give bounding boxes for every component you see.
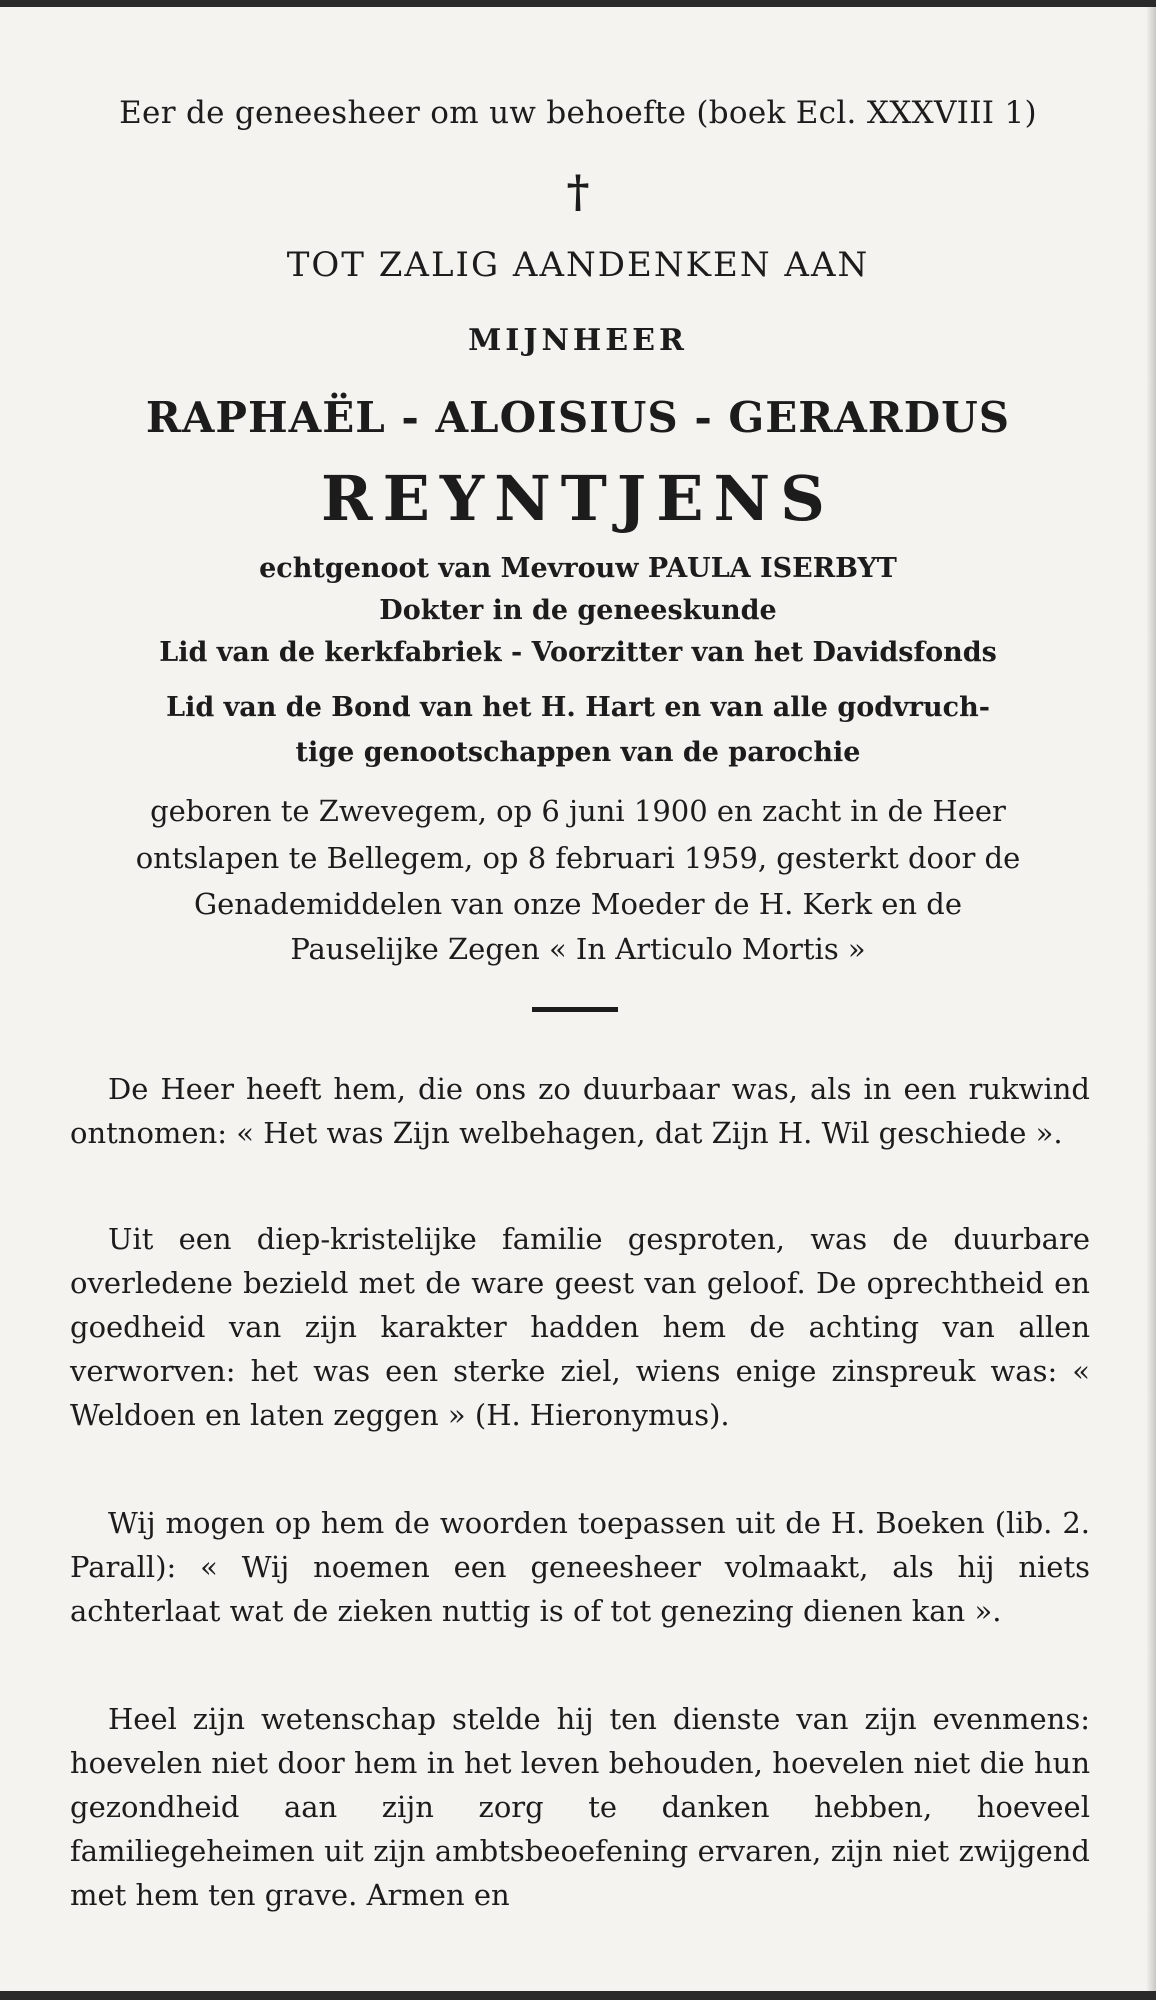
bible-verse: Eer de geneesheer om uw behoefte (boek Ecl. XXXVIII 1) bbox=[119, 95, 1037, 131]
spouse-line: echtgenoot van Mevrouw PAULA ISERBYT bbox=[259, 553, 897, 584]
role-line-3: tige genootschappen van de parochie bbox=[295, 737, 861, 768]
paragraph-2: Uit een diep-kristelijke familie gesproten, was de duurbare overledene bezield met de ware geest van geloof. De oprechtheid en goedheid van zijn karakter hadden hem de achting van allen verworven: het was een sterke ziel, wiens enige zinspreuk was: « Weldoen en laten zeggen » (H. Hieronymus). bbox=[70, 1222, 1090, 1432]
given-names: RAPHAËL - ALOISIUS - GERARDUS bbox=[145, 393, 1011, 442]
card-edge-shadow bbox=[1146, 7, 1156, 1991]
bio-line-2: ontslapen te Bellegem, op 8 februari 1959, gesterkt door de bbox=[135, 841, 1021, 875]
role-line-1: Lid van de kerkfabriek - Voorzitter van het Davidsfonds bbox=[159, 637, 997, 668]
bio-line-4: Pauselijke Zegen « In Articulo Mortis » bbox=[290, 932, 866, 966]
paragraph-4: Heel zijn wetenschap stelde hij ten dienste van zijn evenmens: hoevelen niet door hem in het leven behouden, hoevelen niet die hun gezondheid aan zijn zorg te danken hebben, hoeveel familiegeheimen uit zijn ambtsbeoefening ervaren, zijn niet zwijgend met hem ten grave. Armen en bbox=[70, 1702, 1090, 1912]
honorific: MIJNHEER bbox=[468, 323, 688, 358]
cross-icon: † bbox=[566, 167, 590, 218]
bio-line-3: Genademiddelen van onze Moeder de H. Kerk en de bbox=[193, 887, 963, 921]
role-line-2: Lid van de Bond van het H. Hart en van alle godvruch- bbox=[166, 692, 990, 723]
paragraph-3: Wij mogen op hem de woorden toepassen uit de H. Boeken (lib. 2. Parall): « Wij noemen een geneesheer volmaakt, als hij niets achterlaat wat de zieken nuttig is of tot genezing dienen kan ». bbox=[70, 1506, 1090, 1628]
bio-line-1: geboren te Zwevegem, op 6 juni 1900 en zacht in de Heer bbox=[150, 794, 1006, 828]
memorial-heading: TOT ZALIG AANDENKEN AAN bbox=[286, 245, 870, 285]
section-divider bbox=[532, 1007, 618, 1012]
paragraph-1: De Heer heeft hem, die ons zo duurbaar was, als in een rukwind ontnomen: « Het was Zijn welbehagen, dat Zijn H. Wil geschiede ». bbox=[70, 1072, 1090, 1150]
surname: REYNTJENS bbox=[321, 462, 835, 535]
profession-line: Dokter in de geneeskunde bbox=[379, 595, 777, 626]
